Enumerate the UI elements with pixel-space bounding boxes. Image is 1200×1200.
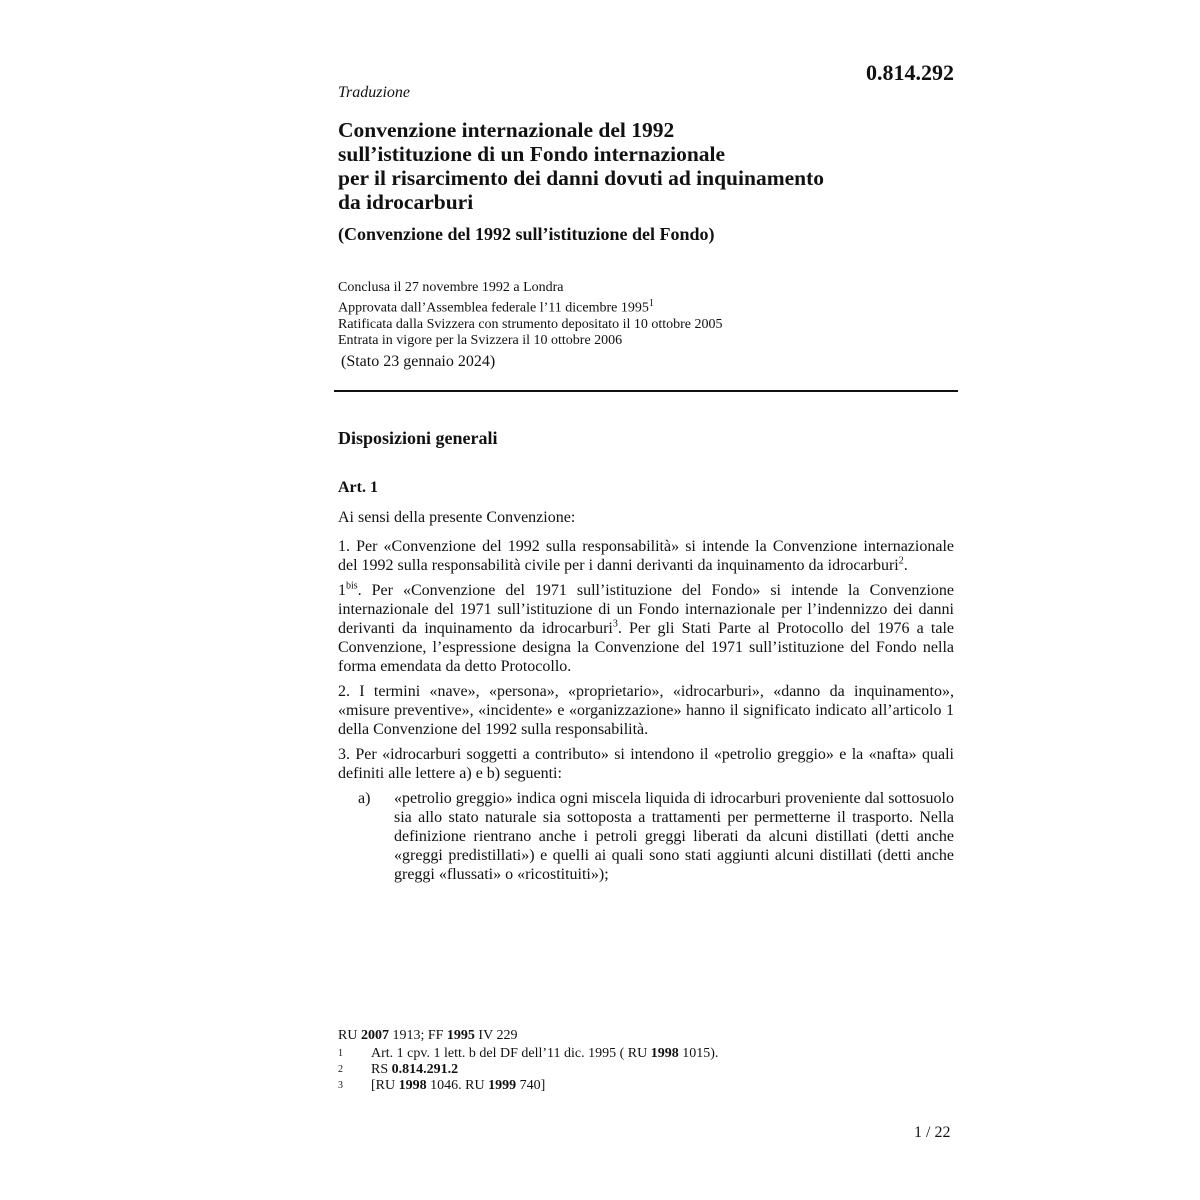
footnote-ref[interactable]: 2: [898, 555, 904, 567]
ratified-line: Ratificata dalla Svizzera con strumento depositato il 10 ottobre 2005: [338, 316, 723, 332]
article-title: Art. 1: [338, 479, 378, 496]
list-item-label: a): [358, 790, 371, 807]
title-line: da idrocarburi: [338, 190, 474, 214]
footnote-link[interactable]: 0.814.291.2: [391, 1062, 459, 1077]
document-metadata: [338, 280, 723, 349]
title-line: per il risarcimento dei danni dovuti ad inquinamento: [338, 166, 825, 190]
title-line: Convenzione internazionale del 1992: [338, 118, 675, 142]
title-line: sull’istituzione di un Fondo internazionale: [338, 142, 726, 166]
section-title: Disposizioni generali: [338, 428, 498, 448]
footnotes: [338, 1028, 718, 1094]
footnote-3: 3 [RU 1998 1046. RU 1999 740]: [338, 1078, 546, 1093]
official-reference: RU 2007 1913; FF 1995 IV 229: [338, 1028, 518, 1043]
approved-line: Approvata dall’Assemblea federale l’11 dicembre 1995$^1$: [338, 298, 654, 316]
document-title: [338, 118, 958, 214]
document-number: 0.814.292: [866, 60, 954, 85]
list-item-text: «petrolio greggio» indica ogni miscela liquida di idrocarburi proveniente dal sottosuolo sia allo stato naturale sia sottoposta a trattamenti per permetterne il trasporto. Nella definizione rientrano anche i petroli greggi liberati da alcuni distillati (detti anche «greggi predistillati») e quelli ai quali sono stati aggiunti alcuni distillati (detti anche greggi «flussati» o «ricostituiti»);: [394, 790, 954, 883]
footnote-ref[interactable]: 1: [648, 298, 654, 309]
concluded-line: Conclusa il 27 novembre 1992 a Londra: [338, 280, 564, 295]
article-body: [338, 508, 954, 884]
list-item: [338, 789, 954, 884]
footnote-link[interactable]: 1998: [650, 1046, 679, 1061]
paragraph-1bis: $1^{bis}$. Per «Convenzione del 1971 sull’istituzione del Fondo» si intende la Convenzione internazionale del 1971 sull’istituzione di un Fondo internazionale per l’indennizzo dei danni derivanti da inquinamento da idrocarburi$^3$. Per gli Stati Parte al Protocollo del 1976 a tale Convenzione, l’espressione designa la Convenzione del 1971 sull’istituzione del Fondo nella forma emendata da detto Protocollo.: [338, 580, 954, 675]
paragraph-1: 1. Per «Convenzione del 1992 sulla responsabilità» si intende la Convenzione internazionale del 1992 sulla responsabilità civile per i danni derivanti da inquinamento da idrocarburi$^2$.: [338, 538, 954, 574]
paragraph-3: 3. Per «idrocarburi soggetti a contributo» si intendono il «petrolio greggio» e la «nafta» quali definiti alle lettere a) e b) seguenti:: [338, 746, 954, 782]
page-number: 1 / 22: [914, 1124, 951, 1141]
article-intro: Ai sensi della presente Convenzione:: [338, 509, 576, 526]
footnote-ref[interactable]: 3: [612, 618, 618, 630]
in-force-line: Entrata in vigore per la Svizzera il 10 ottobre 2006: [338, 332, 623, 348]
horizontal-divider: [334, 390, 958, 392]
paragraph-2: 2. I termini «nave», «persona», «proprietario», «idrocarburi», «danno da inquinamento», «misure preventive», «incidente» e «organizzazione» hanno il significato indicato all’articolo 1 della Convenzione del 1992 sulla responsabilità.: [338, 683, 954, 738]
footnote-2: 2 RS 0.814.291.2: [338, 1062, 459, 1077]
status-line: (Stato 23 gennaio 2024): [341, 353, 496, 370]
footnote-1: 1 Art. 1 cpv. 1 lett. b del DF dell’11 dic. 1995 ( RU 1998 1015).: [338, 1046, 719, 1061]
document-subtitle: (Convenzione del 1992 sull’istituzione del Fondo): [338, 224, 715, 244]
translation-label: Traduzione: [338, 84, 411, 101]
